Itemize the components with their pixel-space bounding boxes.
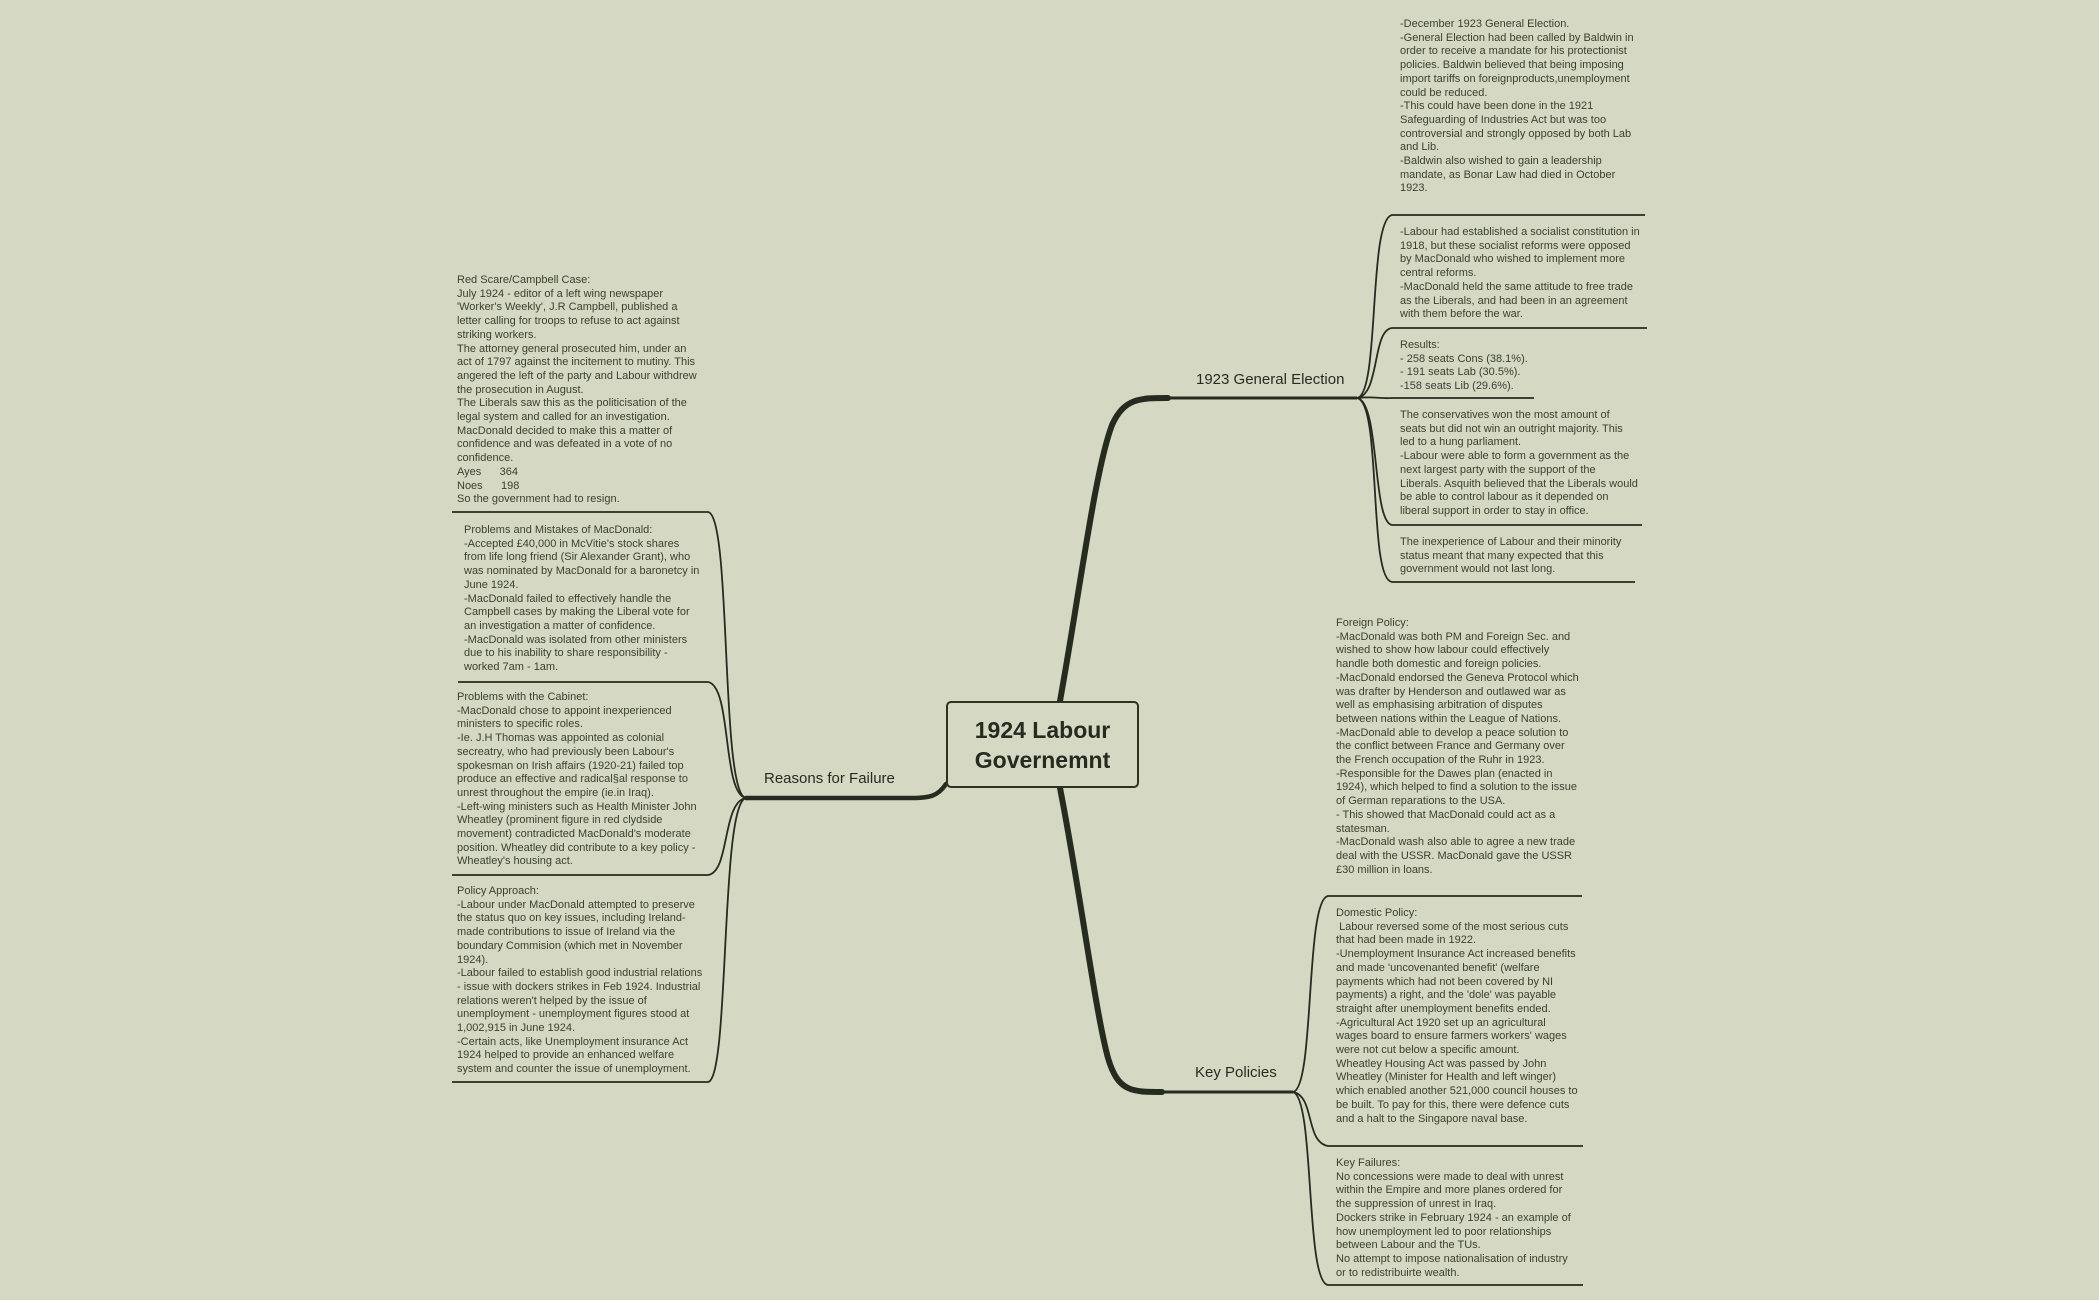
main-branch-election	[1060, 398, 1168, 701]
note-failure-cabinet-problems[interactable]: Problems with the Cabinet: -MacDonald chose to appoint inexperienced ministers to specific roles. -Ie. J.H Thomas was appointed as colonial secreatry, who had previously been Labour's spokesman on Irish affairs (1920-21) failed top produce an effective and radical§al response to unrest throughout the empire (ie.in Iraq). -Left-wing ministers such as Health Minister John Wheatley (prominent figure in red clydside movement) contradicted MacDonald's moderate position. Wheatley did contribute to a key policy - Wheatley's housing act.	[457, 691, 697, 868]
note-election-results[interactable]: Results: - 258 seats Cons (38.1%). - 191 seats Lab (30.5%). -158 seats Lib (29.6%).	[1400, 339, 1528, 393]
note-policies-foreign-policy[interactable]: Foreign Policy: -MacDonald was both PM and Foreign Sec. and wished to show how labour could effectively handle both domestic and foreign policies. -MacDonald endorsed the Geneva Protocol which was drafter by Henderson and outlawed war as well as emphasising arbitration of disputes between nations within the League of Nations. -MacDonald able to develop a peace solution to the conflict between France and Germany over the French occupation of the Ruhr in 1923. -Responsible for the Dawes plan (enacted in 1924), which helped to find a solution to the issue of German reparations to the USA. - This showed that MacDonald could act as a statesman. -MacDonald wash also able to agree a new trade deal with the USSR. MacDonald gave the USSR £30 million in loans.	[1336, 617, 1579, 876]
note-election-labour-constitution[interactable]: -Labour had established a socialist constitution in 1918, but these socialist reforms were opposed by MacDonald who wished to implement more central reforms. -MacDonald held the same attitude to free trade as the Liberals, and had been in an agreement with them before the war.	[1400, 226, 1640, 321]
note-election-inexperience[interactable]: The inexperience of Labour and their minority status meant that many expected that this government would not last long.	[1400, 536, 1625, 576]
note-failure-red-scare-campbell-case[interactable]: Red Scare/Campbell Case: July 1924 - editor of a left wing newspaper 'Worker's Weekly', J.R Campbell, published a letter calling for troops to refuse to act against striking workers. The attorney general prosecuted him, under an act of 1797 against the incitement to mutiny. This angered the left of the party and Labour withdrew the prosecution in August. The Liberals saw this as the politicisation of the legal system and called for an investigation. MacDonald decided to make this a matter of confidence and was defeated in a vote of no confidence. Ayes 364 Noes 198 So the government had to resign.	[457, 274, 697, 506]
note-failure-policy-approach[interactable]: Policy Approach: -Labour under MacDonald attempted to preserve the status quo on key issues, including Ireland- made contributions to issue of Ireland via the boundary Commision (which met in November 1924). -Labour failed to establish good industrial relations - issue with dockers strikes in Feb 1924. Industrial relations weren't helped by the issue of unemployment - unemployment figures stood at 1,002,915 in June 1924. -Certain acts, like Unemployment insurance Act 1924 helped to provide an enhanced welfare system and counter the issue of unemployment.	[457, 885, 703, 1076]
topic-1923-general-election[interactable]: 1923 General Election	[1196, 371, 1345, 388]
central-topic[interactable]: 1924 Labour Governemnt	[946, 701, 1139, 788]
note-failure-macdonald-mistakes[interactable]: Problems and Mistakes of MacDonald: -Accepted £40,000 in McVitie's stock shares from life long friend (Sir Alexander Grant), who was nominated by MacDonald for a baronetcy in June 1924. -MacDonald failed to effectively handle the Campbell cases by making the Liberal vote for an investigation a matter of confidence. -MacDonald was isolated from other ministers due to his inability to share responsibility - worked 7am - 1am.	[464, 524, 700, 674]
note-election-hung-parliament[interactable]: The conservatives won the most amount of seats but did not win an outright majority. This led to a hung parliament. -Labour were able to form a government as the next largest party with the support of the Liberals. Asquith believed that the Liberals would be able to control labour as it depended on liberal support in order to stay in office.	[1400, 409, 1638, 517]
note-policies-domestic-policy[interactable]: Domestic Policy: Labour reversed some of the most serious cuts that had been made in 1922. -Unemployment Insurance Act increased benefits and made 'uncovenanted benefit' (welfare payments which had not been covered by NI payments) a right, and the 'dole' was payable straight after unemployment benefits ended. -Agricultural Act 1920 set up an agricultural wages board to ensure farmers workers' wages were not cut below a specific amount. Wheatley Housing Act was passed by John Wheatley (Minister for Health and left winger) which enabled another 521,000 council houses to be built. To pay for this, there were defence cuts and a halt to the Singapore naval base.	[1336, 907, 1578, 1125]
note-policies-key-failures[interactable]: Key Failures: No concessions were made to deal with unrest within the Empire and more planes ordered for the suppression of unrest in Iraq. Dockers strike in February 1924 - an example of how unemployment led to poor relationships between Labour and the TUs. No attempt to impose nationalisation of industry or to redistribuirte wealth.	[1336, 1157, 1571, 1279]
topic-key-policies[interactable]: Key Policies	[1195, 1064, 1277, 1081]
sub-branch-election-3	[1357, 397, 1534, 398]
main-branch-policies	[1060, 788, 1162, 1092]
topic-reasons-for-failure[interactable]: Reasons for Failure	[764, 770, 895, 787]
note-election-december-1923[interactable]: -December 1923 General Election. -General Election had been called by Baldwin in order to receive a mandate for his protectionist policies. Baldwin believed that being imposing import tariffs on foreignproducts,unemployment could be reduced. -This could have been done in the 1921 Safeguarding of Industries Act but was too controversial and strongly opposed by both Lab and Lib. -Baldwin also wished to gain a leadership mandate, as Bonar Law had died in October 1923.	[1400, 18, 1634, 195]
